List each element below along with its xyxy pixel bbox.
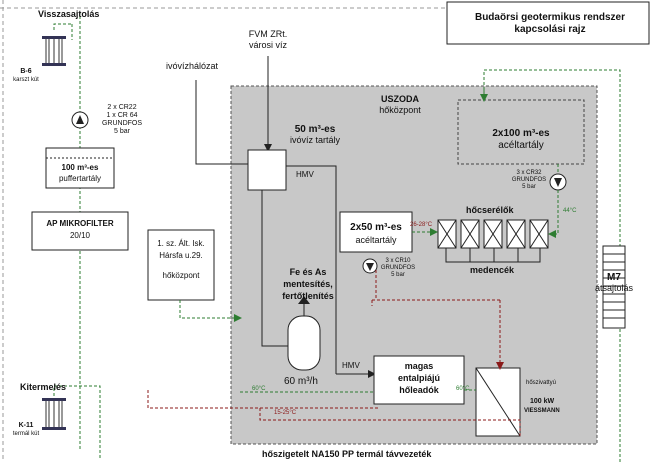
pool-title: USZODA	[381, 94, 419, 104]
pump-mid-spec-3: 5 bar	[391, 272, 405, 278]
extraction-label: Kitermelés	[20, 382, 67, 392]
pump-right-spec-3: 5 bar	[522, 184, 536, 190]
fvm-water: városi víz	[248, 40, 287, 50]
school-name: 1. sz. Ált. Isk.	[157, 239, 205, 248]
steel-tank-small-type: acéltartály	[355, 235, 397, 245]
pump-right-spec-1: 3 x CR32	[516, 170, 542, 176]
temp-60-left-label: 60°C	[252, 386, 266, 392]
microfilter-name: AP MIKROFILTER	[46, 219, 114, 228]
well-k11-icon	[42, 398, 66, 430]
m7-type: átsajtolás	[594, 283, 634, 293]
heat-pump-brand: VIESSMANN	[524, 408, 560, 414]
enthalpy-line1: magas	[404, 361, 434, 371]
treatment-line3: fertőtlenítés	[282, 291, 334, 301]
pool-subtitle: hőközpont	[379, 105, 421, 115]
steel-tank-big-title: 2x100 m³-es	[492, 128, 550, 139]
pump-right-spec-2: GRUNDFOS	[511, 177, 547, 183]
hmv-lower-label: HMV	[342, 361, 360, 370]
well-b6-name: B-6	[20, 68, 32, 75]
fvm-name: FVM ZRt.	[248, 29, 288, 39]
enthalpy-line2: entalpiájú	[397, 373, 440, 383]
title-line2: kapcsolási rajz	[514, 24, 586, 35]
pump-left-spec-1: 2 x CR22	[107, 104, 137, 111]
hmv-upper-label: HMV	[296, 170, 314, 179]
treatment-line2: mentesítés,	[283, 279, 333, 289]
exchangers-label: hőcserélők	[466, 205, 514, 215]
buffer-tank-title: 100 m³-es	[61, 163, 99, 172]
heat-exchangers-group	[438, 220, 548, 248]
treatment-line1: Fe és As	[289, 267, 327, 277]
flow-rate-label: 60 m³/h	[284, 376, 318, 387]
heat-pump-power: 100 kW	[530, 398, 555, 405]
title-line1: Budaörsi geotermikus rendszer	[474, 12, 626, 23]
well-b6-type: karszt kút	[13, 77, 39, 83]
steel-tank-big-type: acéltartály	[498, 140, 544, 151]
microfilter-model: 20/10	[69, 231, 91, 240]
enthalpy-line3: hőleadók	[399, 385, 439, 395]
drinking-network-label: ivóvízhálózat	[166, 61, 219, 71]
steel-tank-small-title: 2x50 m³-es	[350, 222, 402, 233]
m7-name: M7	[607, 272, 621, 283]
well-k11-type: termál kút	[12, 431, 40, 437]
school-address: Hársfa u.29.	[159, 251, 203, 260]
buffer-tank-type: puffertartály	[58, 174, 102, 183]
temp-60-right-label: 60°C	[456, 386, 470, 392]
drinking-tank-type: ivóvíz tartály	[289, 135, 340, 145]
pump-left-spec-3: GRUNDFOS	[101, 120, 143, 127]
pressure-vessel-shape	[288, 316, 320, 370]
drinking-tank-title: 50 m³-es	[294, 124, 336, 135]
reinjection-label: Visszasajtolás	[38, 9, 100, 19]
temp-44-label: 44°C	[563, 208, 577, 214]
title-box	[447, 2, 649, 44]
temp-15-25-label: 15-25°C	[274, 410, 297, 416]
heat-pump-label: hőszivattyú	[526, 380, 557, 386]
pump-left-spec-4: 5 bar	[114, 128, 130, 135]
pump-left-spec-2: 1 x CR 64	[106, 112, 138, 119]
well-b6-icon	[42, 36, 66, 66]
pipeline-label: hőszigetelt NA150 PP termál távvezeték	[262, 449, 432, 459]
school-center: hőközpont	[162, 271, 200, 280]
pump-mid-spec-2: GRUNDFOS	[380, 265, 416, 271]
drinking-tank-shape	[248, 150, 286, 190]
well-k11-name: K-11	[18, 422, 34, 429]
temp-26-28-label: 26-28°C	[410, 222, 433, 228]
pump-mid-spec-1: 3 x CR10	[385, 258, 411, 264]
pools-label: medencék	[470, 265, 515, 275]
